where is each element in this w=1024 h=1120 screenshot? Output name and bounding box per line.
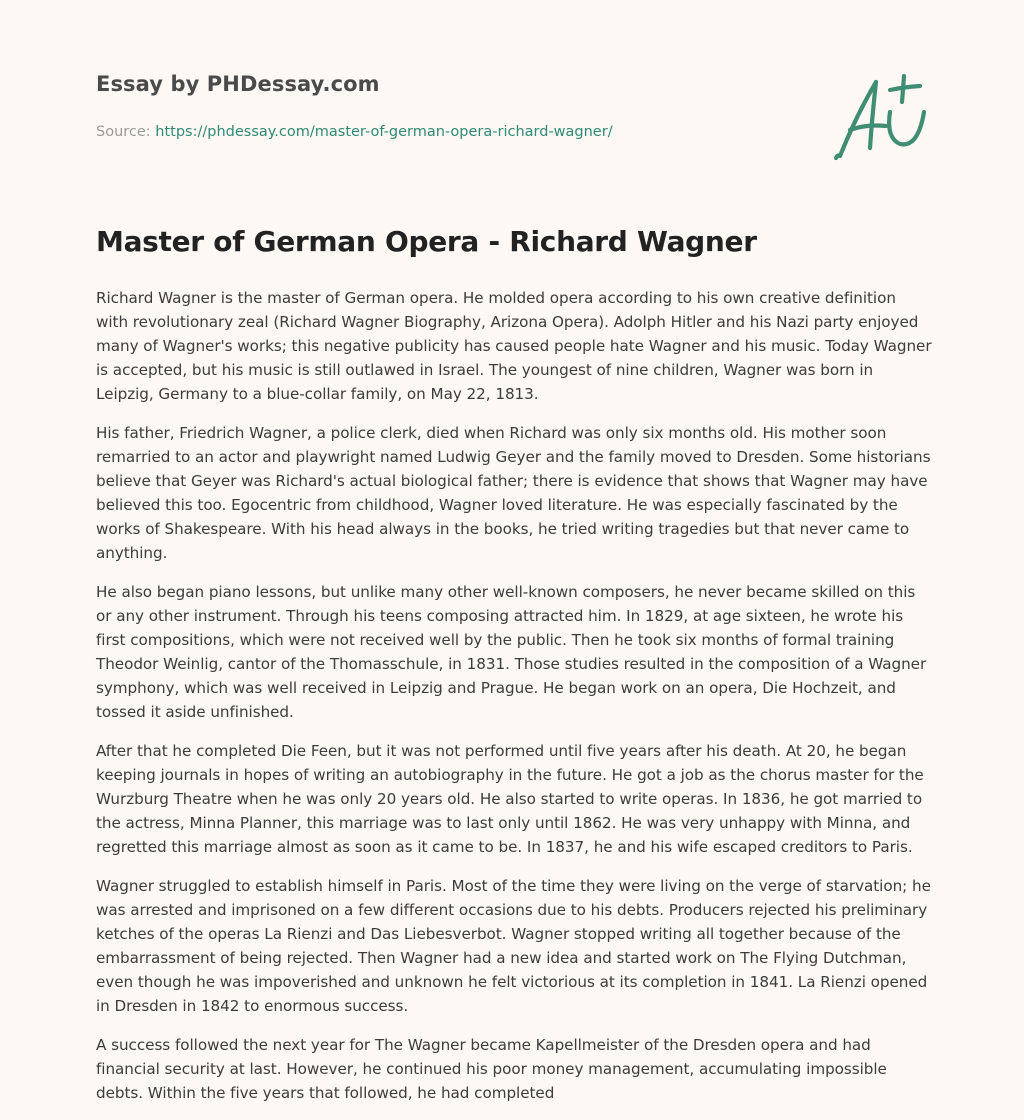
essay-paragraph: Wagner struggled to establish himself in Paris. Most of the time they were living on the verge of starvation; he was arrested and imprisoned on a few different occasions due to his debts. Producers rejected his preliminary ketches of the operas La Rienzi and Das Liebesverbot. Wagner stopped writing all together because of the embarrassment of being rejected. Then Wagner had a new idea and started work on The Flying Dutchman, even though he was impoverished and unknown he felt victorious at its completion in 1841. La Rienzi opened in Dresden in 1842 to enormous success. xyxy=(96,877,931,1015)
source-link[interactable]: https://phdessay.com/master-of-german-opera-richard-wagner/ xyxy=(155,124,613,140)
source-line xyxy=(96,124,613,140)
essay-paragraph: He also began piano lessons, but unlike many other well-known composers, he never became skilled on this or any other instrument. Through his teens composing attracted him. In 1829, at age sixteen, he wrote his first compositions, which were not received well by the public. Then he took six months of formal training Theodor Weinlig, cantor of the Thomasschule, in 1831. Those studies resulted in the composition of a Wagner symphony, which was well received in Leipzig and Prague. He began work on an opera, Die Hochzeit, and tossed it aside unfinished. xyxy=(96,583,927,721)
essay-title: Master of German Opera - Richard Wagner xyxy=(96,225,757,258)
essay-paragraph: A success followed the next year for The Wagner became Kapellmeister of the Dresden opera and had financial security at last. However, he continued his poor money management, accumulating impossible debts. Within the five years that followed, he had completed xyxy=(96,1036,887,1102)
site-brand: Essay by PHDessay.com xyxy=(96,72,380,96)
essay-paragraph: Richard Wagner is the master of German opera. He molded opera according to his own creative definition with revolutionary zeal (Richard Wagner Biography, Arizona Opera). Adolph Hitler and his Nazi party enjoyed many of Wagner's works; this negative publicity has caused people hate Wagner and his music. Today Wagner is accepted, but his music is still outlawed in Israel. The youngest of nine children, Wagner was born in Leipzig, Germany to a blue-collar family, on May 22, 1813. xyxy=(96,289,932,403)
a-plus-logo-icon xyxy=(828,68,932,166)
page-header xyxy=(96,72,928,182)
essay-paragraph: His father, Friedrich Wagner, a police clerk, died when Richard was only six months old. His mother soon remarried to an actor and playwright named Ludwig Geyer and the family moved to Dresden. Some historians believe that Geyer was Richard's actual biological father; there is evidence that shows that Wagner may have believed this too. Egocentric from childhood, Wagner loved literature. He was especially fascinated by the works of Shakespeare. With his head always in the books, he tried writing tragedies but that never came to anything. xyxy=(96,424,931,562)
source-label: Source: xyxy=(96,124,156,140)
essay-paragraph: After that he completed Die Feen, but it was not performed until five years after his death. At 20, he began keeping journals in hopes of writing an autobiography in the future. He got a job as the chorus master for the Wurzburg Theatre when he was only 20 years old. He also started to write operas. In 1836, he got married to the actress, Minna Planner, this marriage was to last only until 1862. He was very unhappy with Minna, and regretted this marriage almost as soon as it came to be. In 1837, he and his wife escaped creditors to Paris. xyxy=(96,742,924,856)
essay-body xyxy=(96,286,932,1120)
